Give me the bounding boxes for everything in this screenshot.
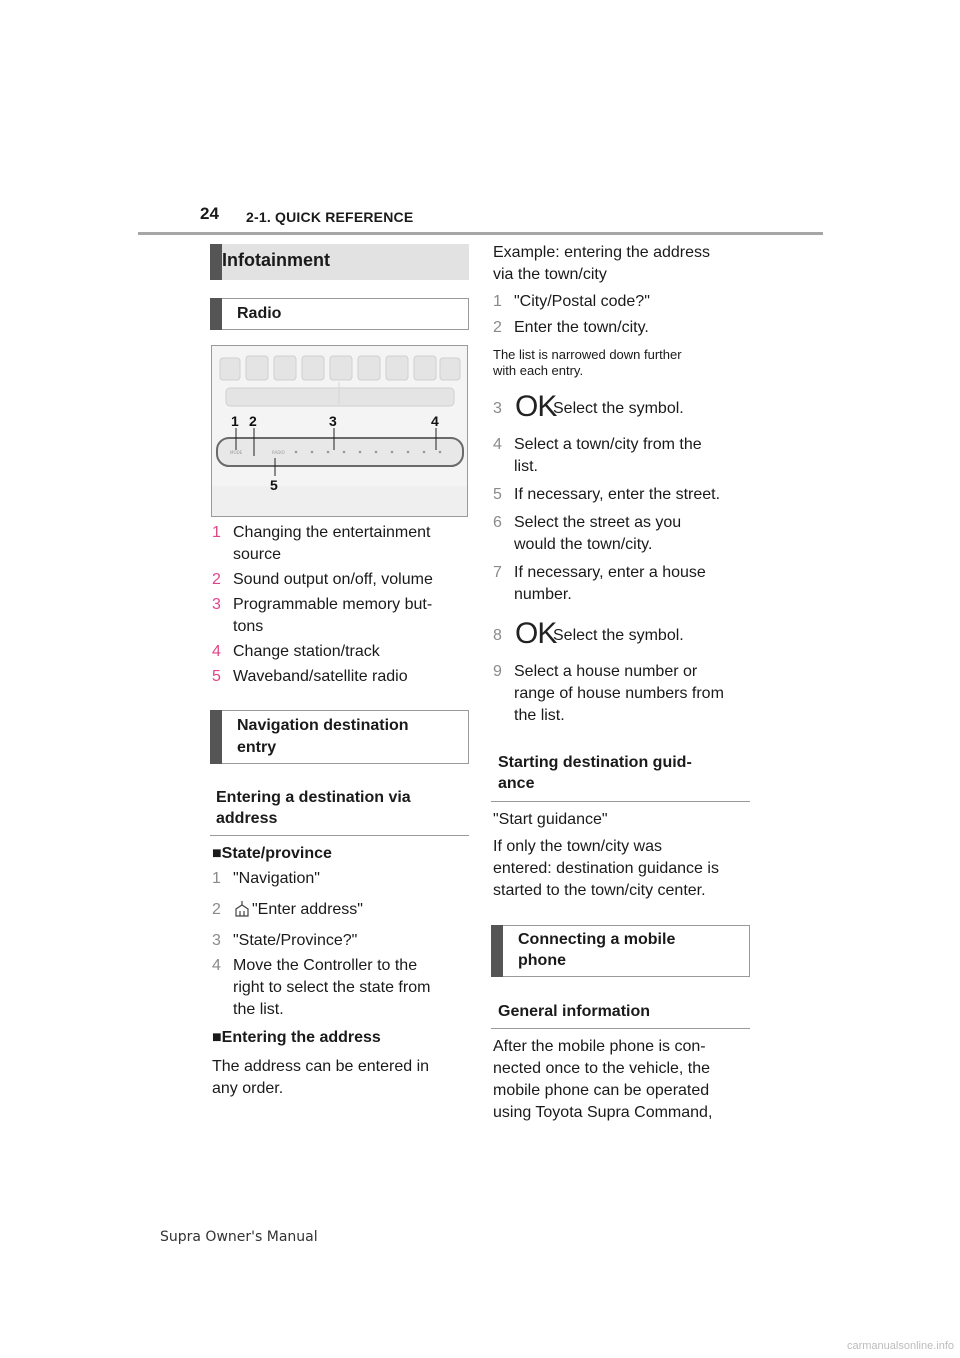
city-step-text: number. xyxy=(514,586,572,603)
state-step-number: 2 xyxy=(212,901,221,918)
state-step-text: "Enter address" xyxy=(252,901,363,918)
radio-item-text: Change station/track xyxy=(233,643,380,660)
svg-text:MODE: MODE xyxy=(230,450,243,455)
image-callout-5: 5 xyxy=(270,477,278,493)
state-step-number: 1 xyxy=(212,870,221,887)
radio-item-number: 4 xyxy=(212,643,221,660)
city-step-text: Select a house number or xyxy=(514,663,698,680)
state-step-text: the list. xyxy=(233,1001,284,1018)
enter-address-icon xyxy=(233,900,251,918)
infotainment-heading-box xyxy=(210,244,469,280)
city-step-number: 1 xyxy=(493,293,502,310)
radio-item-text: Programmable memory but- xyxy=(233,596,433,613)
image-callout-4: 4 xyxy=(431,413,439,429)
entering-heading-line2: address xyxy=(216,810,278,827)
entering-heading-line1: Entering a destination via xyxy=(216,789,411,806)
subheading-rule xyxy=(491,1028,750,1029)
heading-bar xyxy=(491,925,503,977)
ok-icon: OK xyxy=(515,617,557,650)
heading-bar xyxy=(210,298,222,330)
radio-item-text: tons xyxy=(233,618,264,635)
radio-heading: Radio xyxy=(237,305,282,322)
entering-address-heading: ■Entering the address xyxy=(212,1029,381,1046)
city-step-text: Select a town/city from the xyxy=(514,436,702,453)
radio-item-number: 1 xyxy=(212,524,221,541)
city-step-text: list. xyxy=(514,458,538,475)
connect-phone-heading-line2: phone xyxy=(518,952,566,969)
subheading-rule xyxy=(491,801,750,802)
image-callout-3: 3 xyxy=(329,413,337,429)
radio-item-text: source xyxy=(233,546,282,563)
navigation-heading-box xyxy=(210,710,469,764)
state-step-text: Move the Controller to the xyxy=(233,957,418,974)
city-step-number: 5 xyxy=(493,486,502,503)
city-step-text: If necessary, enter the street. xyxy=(514,486,721,503)
infotainment-heading: Infotainment xyxy=(222,250,330,270)
state-province-heading: ■State/province xyxy=(212,845,332,862)
page-number: 24 xyxy=(200,204,219,223)
city-step-number: 9 xyxy=(493,663,502,680)
city-step-text: would the town/city. xyxy=(514,536,653,553)
general-paragraph: mobile phone can be operated xyxy=(493,1082,710,1099)
city-step-text: "City/Postal code?" xyxy=(514,293,650,310)
header-rule xyxy=(138,232,823,235)
subheading-rule xyxy=(210,835,469,836)
connect-phone-heading-box xyxy=(491,925,750,977)
footer-manual-title: Supra Owner's Manual xyxy=(160,1229,318,1245)
state-step-number: 3 xyxy=(212,932,221,949)
state-step-text: "Navigation" xyxy=(233,870,320,887)
start-guidance-heading-line2: ance xyxy=(498,775,535,792)
section-title: 2-1. QUICK REFERENCE xyxy=(246,209,414,225)
city-step-number: 7 xyxy=(493,564,502,581)
radio-item-number: 5 xyxy=(212,668,221,685)
ok-icon: OK xyxy=(515,390,557,423)
city-step-text: range of house numbers from xyxy=(514,685,724,702)
city-step-text: the list. xyxy=(514,707,565,724)
city-step-text: If necessary, enter a house xyxy=(514,564,706,581)
city-step-text: Select the symbol. xyxy=(553,627,684,644)
image-callout-2: 2 xyxy=(249,413,257,429)
example-text: via the town/city xyxy=(493,266,607,283)
radio-item-text: Waveband/satellite radio xyxy=(233,668,408,685)
state-step-text: "State/Province?" xyxy=(233,932,358,949)
radio-item-text: Changing the entertainment xyxy=(233,524,431,541)
city-step-number: 3 xyxy=(493,400,502,417)
start-guidance-heading-line1: Starting destination guid- xyxy=(498,754,692,771)
connect-phone-heading-line1: Connecting a mobile xyxy=(518,931,676,948)
state-step-text: right to select the state from xyxy=(233,979,431,996)
city-step-number: 4 xyxy=(493,436,502,453)
start-guidance-paragraph: If only the town/city was xyxy=(493,838,662,855)
image-callout-1: 1 xyxy=(231,413,239,429)
example-text: Example: entering the address xyxy=(493,244,711,261)
radio-item-text: Sound output on/off, volume xyxy=(233,571,433,588)
city-step-number: 6 xyxy=(493,514,502,531)
radio-item-number: 3 xyxy=(212,596,221,613)
address-paragraph: any order. xyxy=(212,1080,284,1097)
address-paragraph: The address can be entered in xyxy=(212,1058,430,1075)
radio-item-number: 2 xyxy=(212,571,221,588)
city-step-text: Select the street as you xyxy=(514,514,682,531)
city-step-number: 2 xyxy=(493,319,502,336)
footer-watermark: carmanualsonline.info xyxy=(846,1340,954,1352)
state-step-number: 4 xyxy=(212,957,221,974)
radio-control-panel-image xyxy=(211,345,468,517)
heading-bar xyxy=(210,244,222,280)
navigation-heading-line2: entry xyxy=(237,739,277,756)
start-guidance-paragraph: entered: destination guidance is xyxy=(493,860,719,877)
list-note: The list is narrowed down further xyxy=(493,347,682,362)
city-step-number: 8 xyxy=(493,627,502,644)
city-step-text: Enter the town/city. xyxy=(514,319,649,336)
start-guidance-paragraph: started to the town/city center. xyxy=(493,882,706,899)
heading-bar xyxy=(210,710,222,764)
radio-heading-box xyxy=(210,298,469,330)
svg-text:RADIO: RADIO xyxy=(272,450,285,455)
radio-panel-illustration xyxy=(212,346,467,516)
start-guidance-command: "Start guidance" xyxy=(493,811,608,828)
general-paragraph: After the mobile phone is con- xyxy=(493,1038,706,1055)
general-paragraph: using Toyota Supra Command, xyxy=(493,1104,713,1121)
city-step-text: Select the symbol. xyxy=(553,400,684,417)
general-information-heading: General information xyxy=(498,1003,651,1020)
general-paragraph: nected once to the vehicle, the xyxy=(493,1060,711,1077)
navigation-heading-line1: Navigation destination xyxy=(237,717,409,734)
list-note: with each entry. xyxy=(493,363,584,378)
